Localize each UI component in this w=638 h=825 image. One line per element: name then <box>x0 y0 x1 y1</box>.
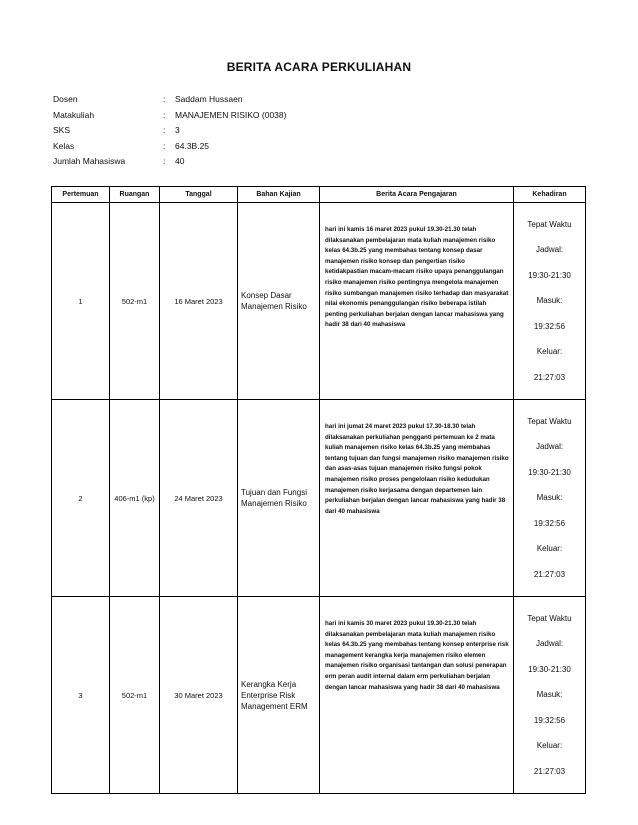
check-in-label: Masuk: <box>536 690 563 700</box>
cell-tanggal: 16 Maret 2023 <box>160 203 238 400</box>
cell-pertemuan: 3 <box>52 597 110 794</box>
info-value: 64.3B.25 <box>175 140 210 151</box>
schedule-label: Jadwal: <box>535 245 564 255</box>
cell-ruangan: 406-m1 (kp) <box>110 400 160 597</box>
schedule-time: 19:30-21:30 <box>528 467 571 477</box>
table-header-row <box>52 187 586 203</box>
cell-tanggal: 24 Maret 2023 <box>160 400 238 597</box>
info-label: Jumlah Mahasiswa <box>53 156 126 166</box>
check-in-time: 19:32:56 <box>533 518 566 528</box>
info-row-jumlah-mahasiswa <box>53 154 286 170</box>
table-row <box>52 400 586 597</box>
cell-pertemuan: 1 <box>52 203 110 400</box>
schedule-label: Jadwal: <box>535 639 564 649</box>
info-value: MANAJEMEN RISIKO (0038) <box>175 109 287 120</box>
cell-berita-acara: hari ini kamis 30 maret 2023 pukul 19.30-21.30 telah dilaksanakan pembelajaran mata kuliah manajemen risiko kelas 64.3b.25 yang membahas tentang konsep enterprise risk management kerangka kerja manajemen risiko elemen manajemen risiko organisasi tantangan dan solusi penerapan erm peran audit internal dalam erm perkuliahan berjalan dengan lancar mahasiswa yang hadir 38 dari 40 mahasiswa <box>320 597 514 794</box>
info-value: 3 <box>175 125 180 135</box>
attendance-status: Tepat Waktu <box>527 416 572 426</box>
cell-ruangan: 502-m1 <box>110 597 160 794</box>
info-row-sks <box>53 123 286 139</box>
info-value: Saddam Hussaen <box>175 94 243 104</box>
cell-bahan-kajian: Kerangka Kerja Enterprise Risk Management ERM <box>238 597 320 794</box>
info-row-matakuliah <box>53 108 286 124</box>
schedule-time: 19:30-21:30 <box>528 270 571 280</box>
info-row-dosen <box>53 92 286 108</box>
check-in-label: Masuk: <box>536 493 563 503</box>
schedule-label: Jadwal: <box>535 442 564 452</box>
info-label: Dosen <box>53 94 78 104</box>
cell-berita-acara: hari ini kamis 16 maret 2023 pukul 19.30-21.30 telah dilaksanakan pembelajaran mata kuliah manajemen risiko kelas 64.3b.25 yang membahas tentang konsep dasar manajemen risiko konsep dan pengertian risiko ketidakpastian macam-macam risiko upaya penanggulangan risiko manajemen risiko pentingnya mengelola manajemen risiko sumbangan manajemen risiko terhadap dan masyarakat nilai ekonomis penanggulangan risiko beberapa istilah penting perkuliahan berjalan dengan lancar mahasiswa yang hadir 38 dari 40 mahasiswa <box>320 203 514 400</box>
check-out-time: 21:27:03 <box>533 372 566 382</box>
attendance-table <box>51 186 586 794</box>
table-row <box>52 203 586 400</box>
check-in-time: 19:32:56 <box>533 715 566 725</box>
check-out-time: 21:27:03 <box>533 569 566 579</box>
check-out-time: 21:27:03 <box>533 766 566 776</box>
info-value: 40 <box>175 156 185 166</box>
info-colon: : <box>163 125 166 135</box>
info-colon: : <box>163 109 166 120</box>
column-header-kehadiran: Kehadiran <box>514 187 586 203</box>
cell-ruangan: 502-m1 <box>110 203 160 400</box>
cell-pertemuan: 2 <box>52 400 110 597</box>
column-header-berita-acara: Berita Acara Pengajaran <box>320 187 514 203</box>
info-label: SKS <box>53 125 71 135</box>
schedule-time: 19:30-21:30 <box>528 664 571 674</box>
cell-kehadiran <box>514 400 586 597</box>
column-header-bahan-kajian: Bahan Kajian <box>238 187 320 203</box>
column-header-tanggal: Tanggal <box>160 187 238 203</box>
table-row <box>52 597 586 794</box>
course-info <box>53 92 286 170</box>
attendance-status: Tepat Waktu <box>527 219 572 229</box>
check-out-label: Keluar: <box>536 347 563 357</box>
info-row-kelas <box>53 139 286 155</box>
check-out-label: Keluar: <box>536 741 563 751</box>
cell-berita-acara: hari ini jumat 24 maret 2023 pukul 17.30-18.30 telah dilaksanakan perkuliahan pengganti pertemuan ke 2 mata kuliah manajemen risiko kelas 64.3b.25 yang membahas tentang tujuan dan fungsi manajemen risiko manajemen risiko dan asas-asas tujuan manajemen risiko fungsi pokok manajemen risiko proses pengelolaan risiko kedudukan manajemen risiko kerjasama dengan departemen lain perkuliahan berjalan dengan lancar mahasiswa yang hadir 38 dari 40 mahasiswa <box>320 400 514 597</box>
info-colon: : <box>163 94 166 104</box>
cell-bahan-kajian: Konsep Dasar Manajemen Risiko <box>238 203 320 400</box>
attendance-status: Tepat Waktu <box>527 613 572 623</box>
page-title: BERITA ACARA PERKULIAHAN <box>226 60 412 74</box>
cell-tanggal: 30 Maret 2023 <box>160 597 238 794</box>
cell-kehadiran <box>514 597 586 794</box>
check-in-label: Masuk: <box>536 296 563 306</box>
column-header-pertemuan: Pertemuan <box>52 187 110 203</box>
info-label: Matakuliah <box>53 109 95 120</box>
info-label: Kelas <box>53 140 75 151</box>
column-header-ruangan: Ruangan <box>110 187 160 203</box>
check-out-label: Keluar: <box>536 544 563 554</box>
info-colon: : <box>163 140 166 151</box>
info-colon: : <box>163 156 166 166</box>
cell-bahan-kajian: Tujuan dan Fungsi Manajemen Risiko <box>238 400 320 597</box>
cell-kehadiran <box>514 203 586 400</box>
check-in-time: 19:32:56 <box>533 321 566 331</box>
